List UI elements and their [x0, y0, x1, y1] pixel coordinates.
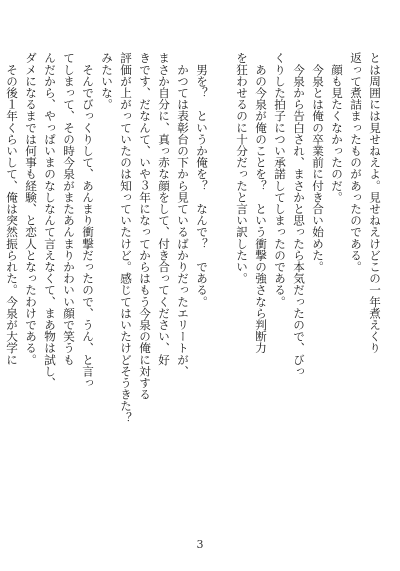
text-line: 男を？ というか俺を？ なんで？ である。	[195, 52, 209, 308]
text-block-left	[5, 52, 211, 514]
text-line: 返って煮詰まったものがあったのである。	[349, 52, 363, 273]
text-line: まさか自分に、真っ赤な顔をして、付き合ってください、好	[157, 52, 171, 366]
page-number: 3	[196, 538, 204, 551]
text-line: ダメになるまでは何事も経験、と恋人となったわけである。	[24, 52, 38, 366]
text-line: んだから、やっぱいまのなしなんて言えなくて、まあ物は試し、	[43, 52, 57, 389]
text-line: 評価が上がっていたのは知っていたけど。感じてはいたけどそうきた？	[119, 52, 133, 424]
text-line: てしまって、その時今泉がまたあんまりかわいい顔で笑うも	[62, 52, 76, 366]
text-line: 顔も見たくなかったのだ。	[330, 52, 344, 203]
text-block-right	[235, 52, 384, 514]
text-line: とは周囲には見せねえよ。見せねえけどこの一年煮えくり	[368, 52, 382, 354]
text-line: くりした拍子につい承諾してしまったのである。	[273, 52, 287, 308]
text-line: その後１年くらいして、俺は突然振られた。今泉が大学に	[5, 52, 19, 366]
text-line: 今泉から告白され、まさかと思ったら本気だったので、びっ	[292, 52, 306, 377]
text-line: かつては表彰台の下から見ているばかりだったエリートが、	[176, 52, 190, 377]
text-line: そんでびっくりして、あんまり衝撃だったので、うん、と言っ	[81, 52, 95, 389]
text-line: 今泉とは俺の卒業前に付き合い始めた。	[311, 52, 325, 273]
text-line: きです、だなんて、いや３年になってからはもう今泉の俺に対する	[138, 52, 152, 400]
text-line: あの今泉が俺のことを？ という衝撃の強さなら判断力	[254, 52, 268, 354]
text-line: を狂わせるのに十分だったと言い訳したい。	[235, 52, 249, 284]
text-line: みたいな。	[100, 52, 114, 110]
